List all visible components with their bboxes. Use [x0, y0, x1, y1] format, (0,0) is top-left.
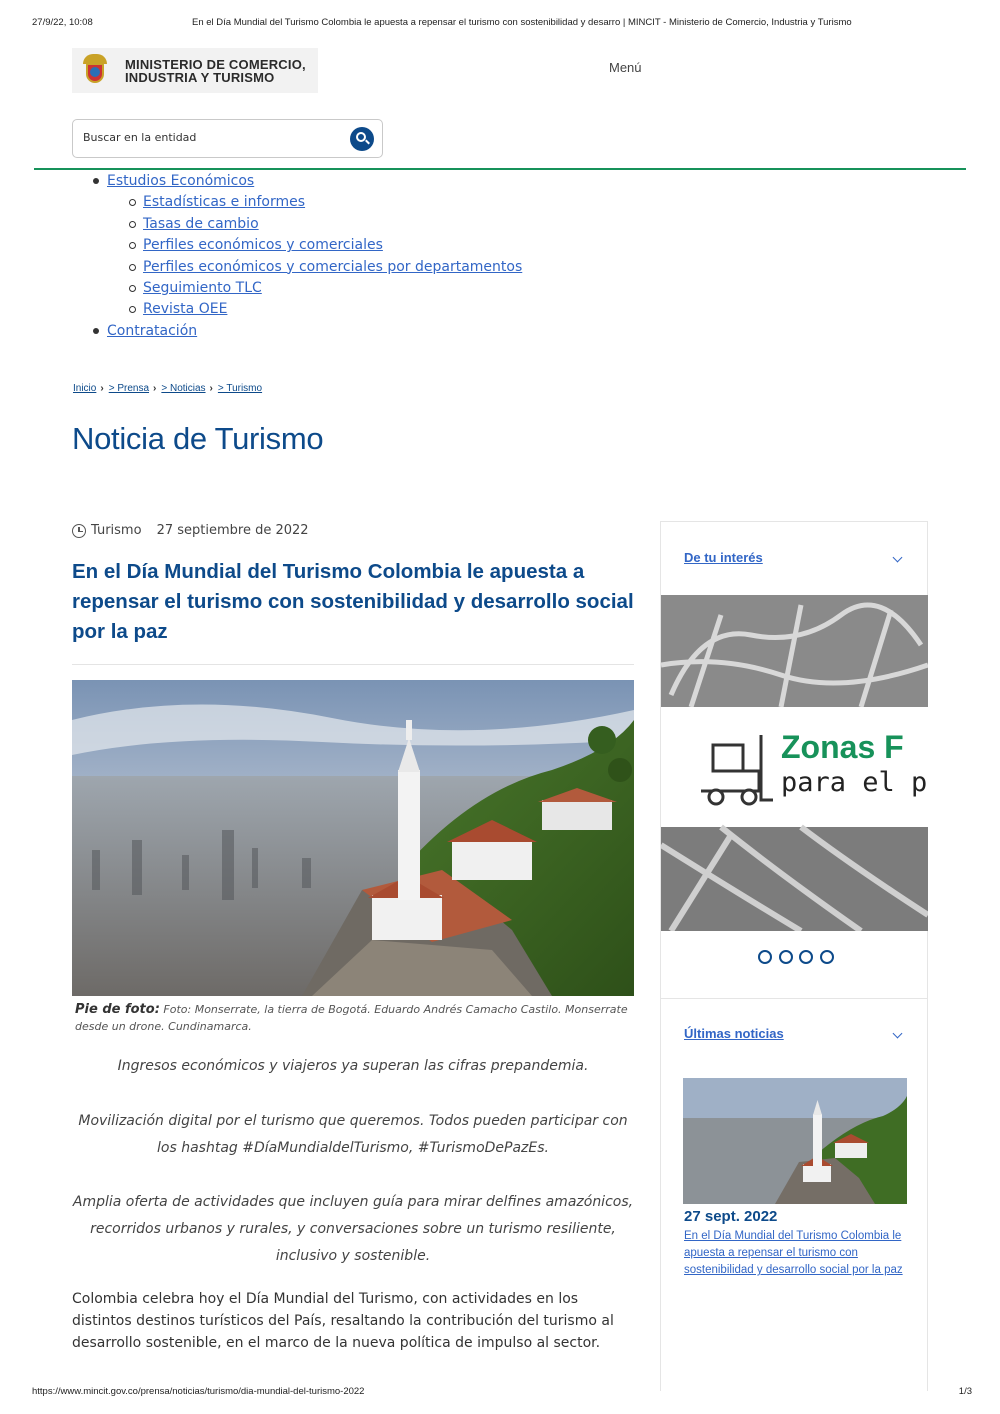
- breadcrumb-inicio[interactable]: Inicio: [73, 383, 97, 394]
- clock-icon: [72, 524, 86, 538]
- caption-text: Foto: Monserrate, la tierra de Bogotá. Eduardo Andrés Camacho Castilo. Monserrate desde un drone. Cundinamarca.: [75, 1003, 628, 1033]
- interest-heading[interactable]: De tu interés: [684, 550, 763, 565]
- nav-item-seguimiento-tlc[interactable]: [143, 278, 522, 299]
- print-url: https://www.mincit.gov.co/prensa/noticias/turismo/dia-mundial-del-turismo-2022: [32, 1386, 365, 1397]
- nav-link[interactable]: Estudios Económicos: [107, 173, 255, 189]
- sidebar-divider: [661, 998, 928, 999]
- breadcrumb-separator: ›: [100, 383, 104, 394]
- print-datetime: 27/9/22, 10:08: [32, 17, 93, 28]
- photo-caption: [75, 1001, 635, 1035]
- banner-text-line-1: Zonas F: [781, 729, 904, 765]
- article-meta: [72, 523, 309, 538]
- print-page-number: 1/3: [958, 1386, 972, 1397]
- news-thumbnail[interactable]: [683, 1078, 907, 1204]
- carousel-dot-1[interactable]: [758, 950, 772, 964]
- nav-item-contratacion[interactable]: [107, 321, 522, 342]
- hero-image: [72, 680, 634, 996]
- latest-news-heading[interactable]: Últimas noticias: [684, 1026, 784, 1041]
- lead-paragraph-3: Amplia oferta de actividades que incluyen guía para mirar delfines amazónicos, recorridos urbanos y rurales, y conversaciones sobre un turismo resiliente, inclusivo y sostenible.: [72, 1194, 634, 1264]
- article-category: Turismo: [91, 523, 142, 538]
- nav-list: [107, 171, 522, 342]
- banner-text-line-2: para el p: [781, 767, 928, 798]
- nav-item-estadisticas[interactable]: [143, 192, 522, 213]
- page-title: Noticia de Turismo: [72, 421, 324, 456]
- ministry-logo[interactable]: [72, 48, 318, 93]
- nav-link[interactable]: Seguimiento TLC: [143, 279, 262, 296]
- breadcrumb-noticias[interactable]: > Noticias: [161, 383, 206, 394]
- logo-text: [125, 58, 306, 84]
- article-body: Colombia celebra hoy el Día Mundial del Turismo, con actividades en los distintos destinos turísticos del País, resaltando la contribución del turismo al desarrollo sostenible, en el marco de la nueva política de impulso al sector.: [72, 1291, 614, 1351]
- nav-item-tasas-cambio[interactable]: [143, 214, 522, 235]
- news-thumbnail-photo: [683, 1078, 907, 1204]
- carousel-dot-4[interactable]: [820, 950, 834, 964]
- logo-line-1: MINISTERIO DE COMERCIO,: [125, 56, 306, 72]
- nav-link[interactable]: Tasas de cambio: [143, 215, 259, 232]
- caption-label: Pie de foto:: [75, 1002, 160, 1017]
- print-page-title: En el Día Mundial del Turismo Colombia le apuesta a repensar el turismo con sostenibilidad y desarro | MINCIT - Ministerio de Comercio, Industria y Turismo: [192, 17, 852, 28]
- article-title: En el Día Mundial del Turismo Colombia le apuesta a repensar el turismo con sostenibilidad y desarrollo social por la paz: [72, 560, 634, 643]
- search-input[interactable]: [83, 131, 333, 144]
- search-box: [72, 119, 383, 158]
- news-date: 27 sept. 2022: [684, 1208, 778, 1225]
- nav-item-estudios-economicos[interactable]: [107, 171, 522, 192]
- nav-item-perfiles[interactable]: [143, 235, 522, 256]
- logo-line-2: INDUSTRIA Y TURISMO: [125, 69, 275, 85]
- sidebar: [660, 521, 928, 1391]
- nav-link[interactable]: Estadísticas e informes: [143, 194, 306, 211]
- header-divider: [34, 168, 966, 170]
- breadcrumb-prensa[interactable]: > Prensa: [108, 383, 150, 394]
- coat-of-arms-icon: [80, 54, 110, 88]
- banner-graphic: [661, 595, 928, 931]
- monserrate-photo: [72, 680, 634, 996]
- breadcrumb-separator: ›: [209, 383, 213, 394]
- nav-item-revista-oee[interactable]: [143, 299, 522, 320]
- nav-link[interactable]: Perfiles económicos y comerciales: [143, 237, 383, 254]
- search-button[interactable]: [350, 127, 374, 151]
- print-footer: [32, 1386, 972, 1397]
- nav-link[interactable]: Revista OEE: [143, 301, 228, 318]
- print-header: [32, 17, 972, 28]
- zonas-francas-banner[interactable]: [661, 595, 928, 931]
- nav-item-perfiles-departamentos[interactable]: [143, 257, 522, 278]
- lead-paragraph-2: Movilización digital por el turismo que queremos. Todos pueden participar con los hashtag #DíaMundialdelTurismo, #TurismoDePazEs.: [78, 1113, 628, 1156]
- news-link[interactable]: En el Día Mundial del Turismo Colombia le apuesta a repensar el turismo con sostenibilidad y desarrollo social por la paz: [684, 1230, 903, 1276]
- nav-link[interactable]: Contratación: [107, 322, 198, 339]
- breadcrumb: [73, 383, 262, 394]
- carousel-dot-3[interactable]: [799, 950, 813, 964]
- carousel-dot-2[interactable]: [779, 950, 793, 964]
- chevron-down-icon[interactable]: [893, 553, 903, 563]
- breadcrumb-separator: ›: [153, 383, 157, 394]
- title-divider: [72, 664, 634, 665]
- lead-paragraph-1: Ingresos económicos y viajeros ya superan las cifras prepandemia.: [117, 1058, 589, 1074]
- carousel-dots: [758, 950, 840, 964]
- nav-link[interactable]: Perfiles económicos y comerciales por departamentos: [143, 258, 523, 275]
- menu-button[interactable]: Menú: [609, 60, 642, 75]
- chevron-down-icon[interactable]: [893, 1029, 903, 1039]
- article-date: 27 septiembre de 2022: [156, 523, 309, 538]
- breadcrumb-turismo[interactable]: > Turismo: [217, 383, 263, 394]
